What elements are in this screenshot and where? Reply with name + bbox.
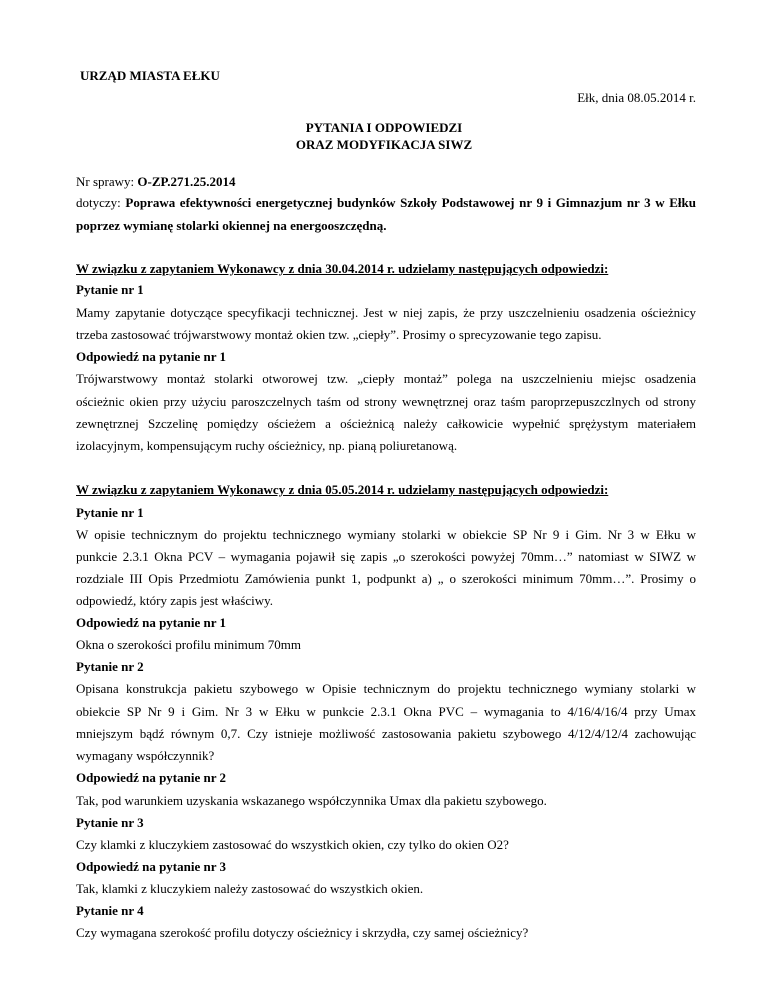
- s1-answer-1-line: izolacyjnym, kompensującym ruchy ościeżnicy, np. pianą poliuretanową.: [76, 438, 458, 453]
- s1-question-1-line: trzeba zastosować trójwarstwowy montaż okien tzw. „ciepły”. Prosimy o sprecyzowanie tego zapisu.: [76, 327, 602, 342]
- s1-answer-1-line: ościeżnic okien przy użyciu paroszczelnych taśm od strony wewnętrznej oraz taśm paroprzepuszczlnych od strony: [76, 394, 696, 409]
- case-number-value: O-ZP.271.25.2014: [137, 174, 236, 189]
- s1-question-1-line: Mamy zapytanie dotyczące specyfikacji technicznej. Jest w niej zapis, że przy uszczelnieniu osadzenia ościeżnicy: [76, 305, 696, 320]
- s2-answer-3-text: Tak, klamki z kluczykiem należy zastosować do wszystkich okien.: [76, 881, 424, 896]
- s2-answer-1-label: Odpowiedź na pytanie nr 1: [76, 615, 227, 630]
- s2-answer-2-text: Tak, pod warunkiem uzyskania wskazanego współczynnika Umax dla pakietu szybowego.: [76, 793, 547, 808]
- s2-question-2-label: Pytanie nr 2: [76, 659, 144, 674]
- section-2-heading: W związku z zapytaniem Wykonawcy z dnia 05.05.2014 r. udzielamy następujących odpowiedzi:: [76, 482, 609, 497]
- s2-question-2-line: obiekcie SP Nr 9 i Gim. Nr 3 w Ełku w punkcie 2.3.1 Okna PVC – wymagania to 4/16/4/16/4 przy Umax: [76, 704, 696, 719]
- s2-question-1-line: punkcie 2.3.1 Okna PCV – wymagania pojawił się zapis „o szerokości powyżej 70mm…” natomiast w SIWZ w: [76, 549, 696, 564]
- subject-text-1: Poprawa efektywności energetycznej budynków Szkoły Podstawowej nr 9 i Gimnazjum nr 3 w Ełku: [125, 195, 697, 210]
- s2-question-3-label: Pytanie nr 3: [76, 815, 144, 830]
- subject-line-2: poprzez wymianę stolarki okiennej na energooszczędną.: [76, 218, 387, 233]
- s2-question-2-line: Opisana konstrukcja pakietu szybowego w Opisie technicznym do projektu technicznego wymiany stolarki w: [76, 681, 696, 696]
- case-number: [76, 174, 696, 190]
- document-title-2: ORAZ MODYFIKACJA SIWZ: [295, 137, 473, 152]
- place-date: Ełk, dnia 08.05.2014 r.: [577, 90, 696, 105]
- s2-question-1-line: odpowiedź, który zapis jest właściwy.: [76, 593, 273, 608]
- s2-question-1-label: Pytanie nr 1: [76, 505, 144, 520]
- s2-question-1-line: rozdziale III Opis Przedmiotu Zamówienia punkt 1, podpunkt a) „ o szerokości minimum 70mm…”. Prosimy o: [76, 571, 696, 586]
- s2-question-4-text: Czy wymagana szerokość profilu dotyczy ościeżnicy i skrzydła, czy samej ościeżnicy?: [76, 925, 529, 940]
- s1-answer-1-line: Trójwarstwowy montaż stolarki otworowej tzw. „ciepły montaż” polega na uszczelnieniu miejsc osadzenia: [76, 371, 696, 386]
- s2-question-2-line: wymagany współczynnik?: [76, 748, 215, 763]
- s2-question-1-line: W opisie technicznym do projektu technicznego wymiany stolarki w obiekcie SP Nr 9 i Gim. Nr 3 w Ełku w: [76, 527, 696, 542]
- s2-answer-2-label: Odpowiedź na pytanie nr 2: [76, 770, 227, 785]
- s1-answer-1-line: zewnętrznej Szczelinę pomiędzy ościeżem a ościeżnicą należy całkowicie wypełnić sprężystym materiałem: [76, 416, 696, 431]
- document-title-1: PYTANIA I ODPOWIEDZI: [305, 120, 463, 135]
- subject-line-1: [76, 195, 696, 211]
- case-number-label: Nr sprawy:: [76, 174, 138, 189]
- subject-label: dotyczy:: [76, 195, 126, 210]
- s1-question-1-label: Pytanie nr 1: [76, 282, 144, 297]
- section-1-heading: W związku z zapytaniem Wykonawcy z dnia 30.04.2014 r. udzielamy następujących odpowiedzi:: [76, 261, 609, 276]
- s2-answer-3-label: Odpowiedź na pytanie nr 3: [76, 859, 227, 874]
- s1-answer-1-label: Odpowiedź na pytanie nr 1: [76, 349, 227, 364]
- s2-answer-1-text: Okna o szerokości profilu minimum 70mm: [76, 637, 301, 652]
- s2-question-4-label: Pytanie nr 4: [76, 903, 144, 918]
- office-name: URZĄD MIASTA EŁKU: [80, 68, 220, 83]
- s2-question-3-text: Czy klamki z kluczykiem zastosować do wszystkich okien, czy tylko do okien O2?: [76, 837, 509, 852]
- s2-question-2-line: mniejszym bądź równym 0,7. Czy istnieje możliwość zastosowania pakietu szybowego 4/12/4/12/4 zachowując: [76, 726, 696, 741]
